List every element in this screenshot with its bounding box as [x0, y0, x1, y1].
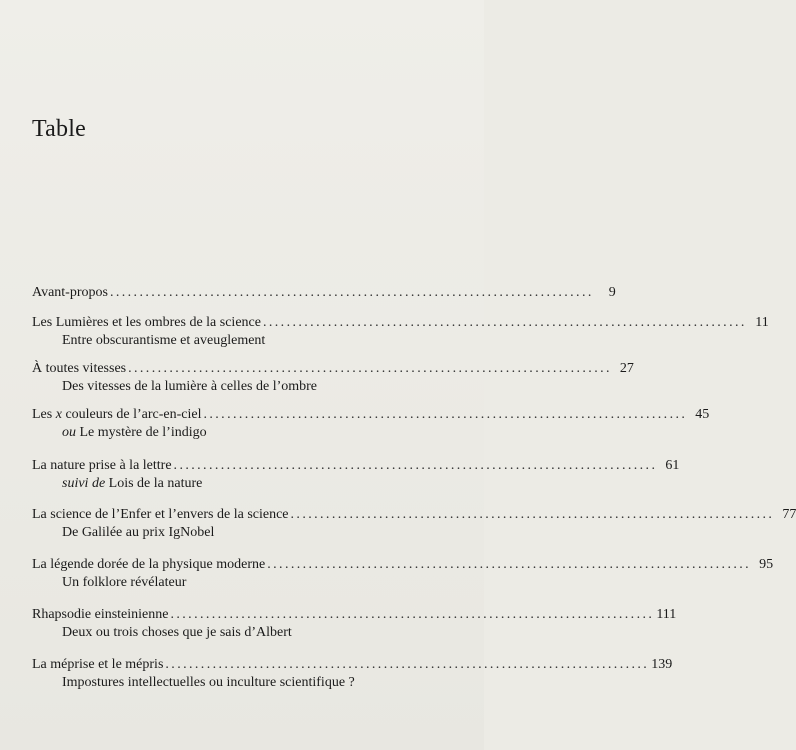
- toc-entry-subtitle: Entre obscurantisme et aveuglement: [62, 333, 266, 348]
- toc-page-number: 77: [782, 507, 796, 522]
- toc-entry-legende: [32, 556, 774, 592]
- toc-page-number: 139: [651, 657, 673, 672]
- dot-leader: ..................................................................................: [173, 458, 658, 473]
- toc-entry-arc-en-ciel: [32, 406, 710, 442]
- dot-leader: ..................................................................................: [262, 315, 747, 330]
- toc-page-number: 27: [619, 361, 634, 376]
- toc-entry-subtitle: De Galilée au prix IgNobel: [62, 525, 215, 540]
- toc-entry-line: [32, 506, 796, 524]
- dot-leader: ..................................................................................: [267, 557, 752, 572]
- toc-entry-line: [32, 656, 673, 674]
- dot-leader: ..................................................................................: [290, 507, 775, 522]
- dot-leader: ..................................................................................: [170, 607, 655, 622]
- toc-entry-title: Les Lumières et les ombres de la science: [32, 315, 261, 330]
- toc-entry-title: La nature prise à la lettre: [32, 458, 172, 473]
- toc-entry-subtitle: Impostures intellectuelles ou inculture scientifique ?: [62, 675, 355, 690]
- toc-entry-title: Rhapsodie einsteinienne: [32, 607, 169, 622]
- toc-entry-line: [32, 606, 677, 624]
- toc-entry-lumieres: [32, 314, 769, 350]
- toc-entry-vitesses: [32, 360, 634, 396]
- subtitle-text: Le mystère de l’indigo: [76, 425, 207, 440]
- toc-entry-nature: [32, 457, 680, 493]
- page-title: Table: [32, 116, 86, 142]
- toc-entry-subtitle: Des vitesses de la lumière à celles de l’ombre: [62, 379, 318, 394]
- toc-page-number: 61: [665, 458, 680, 473]
- toc-page-number: 95: [759, 557, 774, 572]
- toc-entry-subtitle: [32, 424, 419, 442]
- subtitle-text: Lois de la nature: [105, 476, 203, 491]
- dot-leader: ..................................................................................: [128, 361, 612, 376]
- toc-entry-line: [32, 457, 680, 475]
- toc-entry-line: [32, 360, 634, 378]
- toc-page-number: 111: [656, 607, 677, 622]
- toc-page-number: 11: [755, 315, 769, 330]
- toc-entry-meprise: [32, 656, 673, 692]
- toc-entry-line: [32, 284, 616, 302]
- toc-page-number: 9: [608, 285, 616, 300]
- toc-entry-subtitle: Un folklore révélateur: [62, 575, 187, 590]
- title-prefix: Les: [32, 407, 56, 422]
- toc-entry-line: [32, 314, 769, 332]
- toc-entry-line: [32, 406, 710, 424]
- toc-entry-enfer: [32, 506, 796, 542]
- title-suffix: couleurs de l’arc-en-ciel: [61, 407, 202, 422]
- toc-entry-rhapsodie: [32, 606, 677, 642]
- toc-entry-title: La méprise et le mépris: [32, 657, 164, 672]
- subtitle-lead: ou: [62, 425, 76, 440]
- dot-leader: ..................................................................................: [203, 407, 688, 422]
- toc-entry-title: [32, 406, 201, 424]
- toc-page-number: 45: [695, 407, 710, 422]
- toc-entry-subtitle: [32, 475, 419, 493]
- toc-entry-title: À toutes vitesses: [32, 361, 127, 376]
- title-variable: x: [55, 407, 62, 422]
- dot-leader: ..................................................................................: [109, 285, 594, 300]
- toc-entry-subtitle: Deux ou trois choses que je sais d’Albert: [62, 625, 292, 640]
- toc-entry-title: La légende dorée de la physique moderne: [32, 557, 266, 572]
- dot-leader: ..................................................................................: [165, 657, 650, 672]
- subtitle-lead: suivi de: [62, 476, 106, 491]
- toc-entry-title: La science de l’Enfer et l’envers de la science: [32, 507, 289, 522]
- toc-entry-avant-propos: [32, 284, 616, 302]
- toc-entry-line: [32, 556, 774, 574]
- toc-entry-title: Avant-propos: [32, 285, 108, 300]
